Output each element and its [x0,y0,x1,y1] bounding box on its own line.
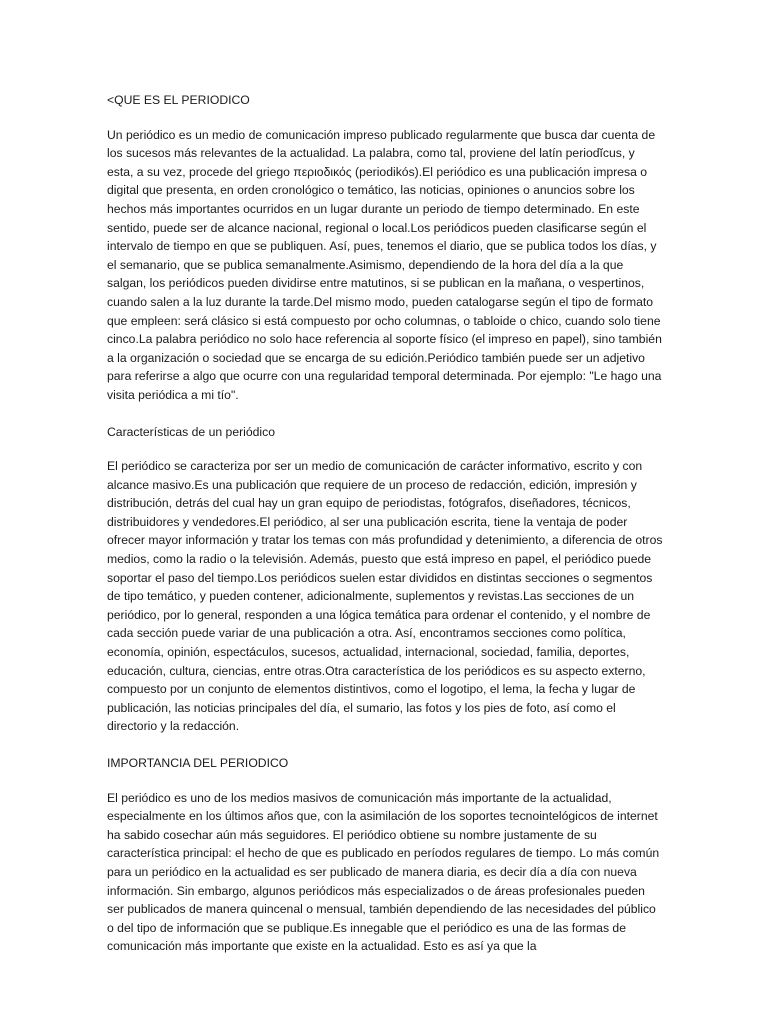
section-heading-que-es: <QUE ES EL PERIODICO [107,93,250,107]
document-page [107,91,663,974]
section-body-caracteristicas: El periódico se caracteriza por ser un medio de comunicación de carácter informativo, escrito y con alcance masivo.Es una publicación que requiere de un proceso de redacción, edición, impresión y distribución, detrás del cual hay un gran equipo de periodistas, fotógrafos, diseñadores, técnicos, distribuidores y vendedores.El periódico, al ser una publicación escrita, tiene la ventaja de poder ofrecer mayor información y tratar los temas con más profundidad y detenimiento, a diferencia de otros medios, como la radio o la televisión. Además, puesto que está impreso en papel, el periódico puede soportar el paso del tiempo.Los periódicos suelen estar divididos en distintas secciones o segmentos de tipo temático, y pueden contener, adicionalmente, suplementos y revistas.Las secciones de un periódico, por lo general, responden a una lógica temática para ordenar el contenido, y el nombre de cada sección puede variar de una publicación a otra. Así, encontramos secciones como política, economía, opinión, espectáculos, sucesos, actualidad, internacional, sociedad, familia, deportes, educación, cultura, ciencias, entre otras.Otra característica de los periódicos es su aspecto externo, compuesto por un conjunto de elementos distintivos, como el logotipo, el lema, la fecha y lugar de publicación, las noticias principales del día, el sumario, las fotos y los pies de foto, así como el directorio y la redacción. [107,459,663,734]
section-heading-caracteristicas: Características de un periódico [107,424,276,439]
section-body-que-es: Un periódico es un medio de comunicación impreso publicado regularmente que busca dar cuenta de los sucesos más relevantes de la actualidad. La palabra, como tal, proviene del latín periodĭcus, y esta, a su vez, procede del griego περιοδικός (periodikós).El periódico es una publicación impresa o digital que presenta, en orden cronológico o temático, las noticias, opiniones o anuncios sobre los hechos más importantes ocurridos en un lugar durante un periodo de tiempo determinado. En este sentido, puede ser de alcance nacional, regional o local.Los periódicos pueden clasificarse según el intervalo de tiempo en que se publiquen. Así, pues, tenemos el diario, que se publica todos los días, y el semanario, que se publica semanalmente.Asimismo, dependiendo de la hora del día a la que salgan, los periódicos pueden dividirse entre matutinos, si se publican en la mañana, o vespertinos, cuando salen a la luz durante la tarde.Del mismo modo, pueden catalogarse según el tipo de formato que empleen: será clásico si está compuesto por ocho columnas, o tabloide o chico, cuando solo tiene cinco.La palabra periódico no solo hace referencia al soporte físico (el impreso en papel), sino también a la organización o sociedad que se encarga de su edición.Periódico también puede ser un adjetivo para referirse a algo que ocurre con una regularidad temporal determinada. Por ejemplo: "Le hago una visita periódica a mi tío". [107,127,662,402]
section-heading-importancia: IMPORTANCIA DEL PERIODICO [107,756,289,770]
section-body-importancia: El periódico es uno de los medios masivos de comunicación más importante de la actualidad, especialmente en los últimos años que, con la asimilación de los soportes tecnointelógicos de internet ha sabido cosechar aún más seguidores. El periódico obtiene su nombre justamente de su característica principal: el hecho de que es publicado en períodos regulares de tiempo. Lo más común para un periódico en la actualidad es ser publicado de manera diaria, es decir día a día con nueva información. Sin embargo, algunos periódicos más especializados o de áreas profesionales pueden ser publicados de manera quincenal o mensual, también dependiendo de las necesidades del público o del tipo de información que se publique.Es innegable que el periódico es una de las formas de comunicación más importante que existe en la actualidad. Esto es así ya que la [107,790,660,954]
